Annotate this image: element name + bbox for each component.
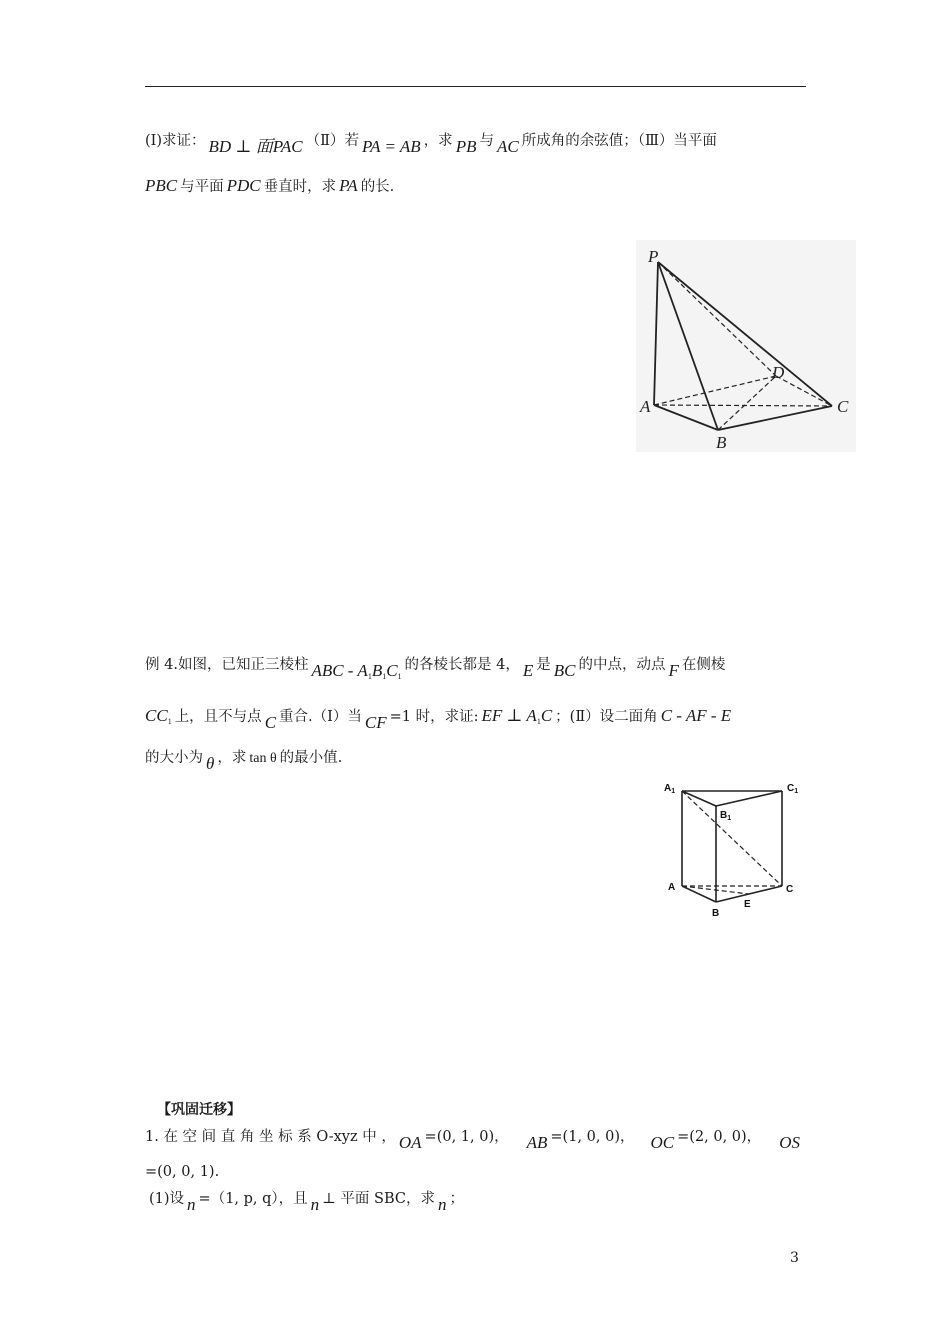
math-expr: tan θ bbox=[249, 751, 277, 766]
example4-line-3 bbox=[145, 745, 810, 771]
question-text-line-1 bbox=[145, 128, 810, 156]
text-run: 重合.（Ⅰ）当 bbox=[279, 709, 362, 725]
text-run: ； bbox=[449, 1191, 464, 1207]
vector-n: n bbox=[310, 1195, 320, 1214]
text-run: =1 时，求证: bbox=[389, 709, 479, 725]
text-run: 的长. bbox=[360, 179, 395, 195]
math-expr: PDC bbox=[226, 176, 261, 195]
diagonal-A1C bbox=[682, 791, 782, 886]
text-run: ⊥ 平面 SBC，求 bbox=[322, 1191, 435, 1207]
math-expr: BC bbox=[553, 661, 576, 680]
math-expr: E bbox=[522, 661, 534, 680]
vertex-label-C1: $C_1$ bbox=[787, 783, 799, 795]
vertex-label-A: A bbox=[668, 882, 676, 893]
math-expr: C bbox=[264, 713, 277, 732]
text-run: =(0, 1, 0)， bbox=[424, 1129, 509, 1145]
text-run: 垂直时，求 bbox=[263, 179, 337, 195]
vector-AB: AB bbox=[526, 1133, 548, 1152]
prism-figure bbox=[660, 776, 810, 924]
text-run: 是 bbox=[536, 657, 551, 673]
math-expr: F bbox=[668, 661, 679, 680]
page-number: 3 bbox=[790, 1250, 799, 1266]
math-expr-prism: ABC - A1B1C1 bbox=[311, 661, 402, 681]
consolidation-sub1 bbox=[149, 1186, 814, 1214]
text-run: （Ⅱ）若 bbox=[305, 133, 359, 149]
question-text: 1. 在 空 间 直 角 坐 标 系 O-xyz 中 ， bbox=[145, 1129, 396, 1145]
example-label: 例 4.如图，已知正三棱柱 bbox=[145, 657, 309, 673]
vertex-label-E: E bbox=[744, 899, 751, 910]
text-run: 的大小为 bbox=[145, 750, 203, 766]
vertex-label-C: C bbox=[837, 397, 849, 416]
vertex-label-A1: $A_1$ bbox=[664, 783, 676, 795]
vector-OS: OS bbox=[779, 1133, 800, 1152]
vertex-label-D: D bbox=[772, 363, 785, 382]
edge-B1C1 bbox=[716, 791, 782, 806]
vertex-label-A: A bbox=[640, 397, 651, 416]
vertex-label-B: B bbox=[716, 433, 727, 452]
math-expr: CC1 bbox=[145, 706, 172, 726]
text-run: 在侧棱 bbox=[681, 657, 726, 673]
text-run: =(2, 0, 0)， bbox=[677, 1129, 762, 1145]
text-run: ；(Ⅱ）设二面角 bbox=[555, 709, 658, 725]
math-expr: θ bbox=[206, 754, 215, 773]
vector-OA: OA bbox=[398, 1133, 422, 1152]
math-expr: PA = AB bbox=[361, 137, 421, 156]
text-run: 所成角的余弦值；（Ⅲ）当平面 bbox=[521, 133, 717, 149]
text-run: 的各棱长都是 4， bbox=[404, 657, 520, 673]
math-expr: EF ⊥ A1C bbox=[481, 706, 553, 726]
consolidation-q1-line-1 bbox=[145, 1124, 810, 1152]
example4-line-2 bbox=[145, 704, 810, 731]
math-expr: PB bbox=[455, 137, 477, 156]
consolidation-q1-line-2: =(0, 0, 1). bbox=[145, 1164, 220, 1180]
vector-OC: OC bbox=[650, 1133, 675, 1152]
vector-n: n bbox=[437, 1195, 447, 1214]
text-run: =(1, 0, 0)， bbox=[550, 1129, 635, 1145]
math-expr: C - AF - E bbox=[660, 706, 732, 725]
math-expr: PBC bbox=[145, 176, 178, 195]
text-run: 与 bbox=[479, 133, 494, 149]
text-run: ，求 bbox=[217, 750, 247, 766]
example4-line-1 bbox=[145, 652, 810, 679]
math-expr: BD ⊥ 面PAC bbox=[208, 137, 303, 156]
math-expr: PA bbox=[339, 176, 358, 195]
text-run: 的中点，动点 bbox=[578, 657, 666, 673]
edge-A1B1 bbox=[682, 791, 716, 806]
text-run: 与平面 bbox=[180, 179, 224, 195]
pyramid-figure bbox=[636, 240, 856, 452]
section-heading: 【巩固迁移】 bbox=[157, 1102, 241, 1118]
text-run: 上，且不与点 bbox=[174, 709, 262, 725]
text-run: =（1, p, q），且 bbox=[198, 1191, 308, 1207]
text-run: ，求 bbox=[423, 133, 453, 149]
part-label: (Ⅰ)求证： bbox=[145, 133, 206, 149]
math-expr: AC bbox=[496, 137, 519, 156]
vertex-label-B1: $B_1$ bbox=[720, 810, 732, 822]
text-run: 的最小值. bbox=[279, 750, 343, 766]
math-expr: CF bbox=[364, 713, 387, 732]
vertex-label-C: C bbox=[786, 884, 794, 895]
sub-label: (1)设 bbox=[149, 1191, 185, 1207]
header-rule bbox=[145, 86, 806, 87]
vector-n: n bbox=[187, 1195, 196, 1214]
question-text-line-2 bbox=[145, 174, 810, 199]
vertex-label-P: P bbox=[648, 247, 659, 266]
vertex-label-B: B bbox=[712, 908, 720, 919]
